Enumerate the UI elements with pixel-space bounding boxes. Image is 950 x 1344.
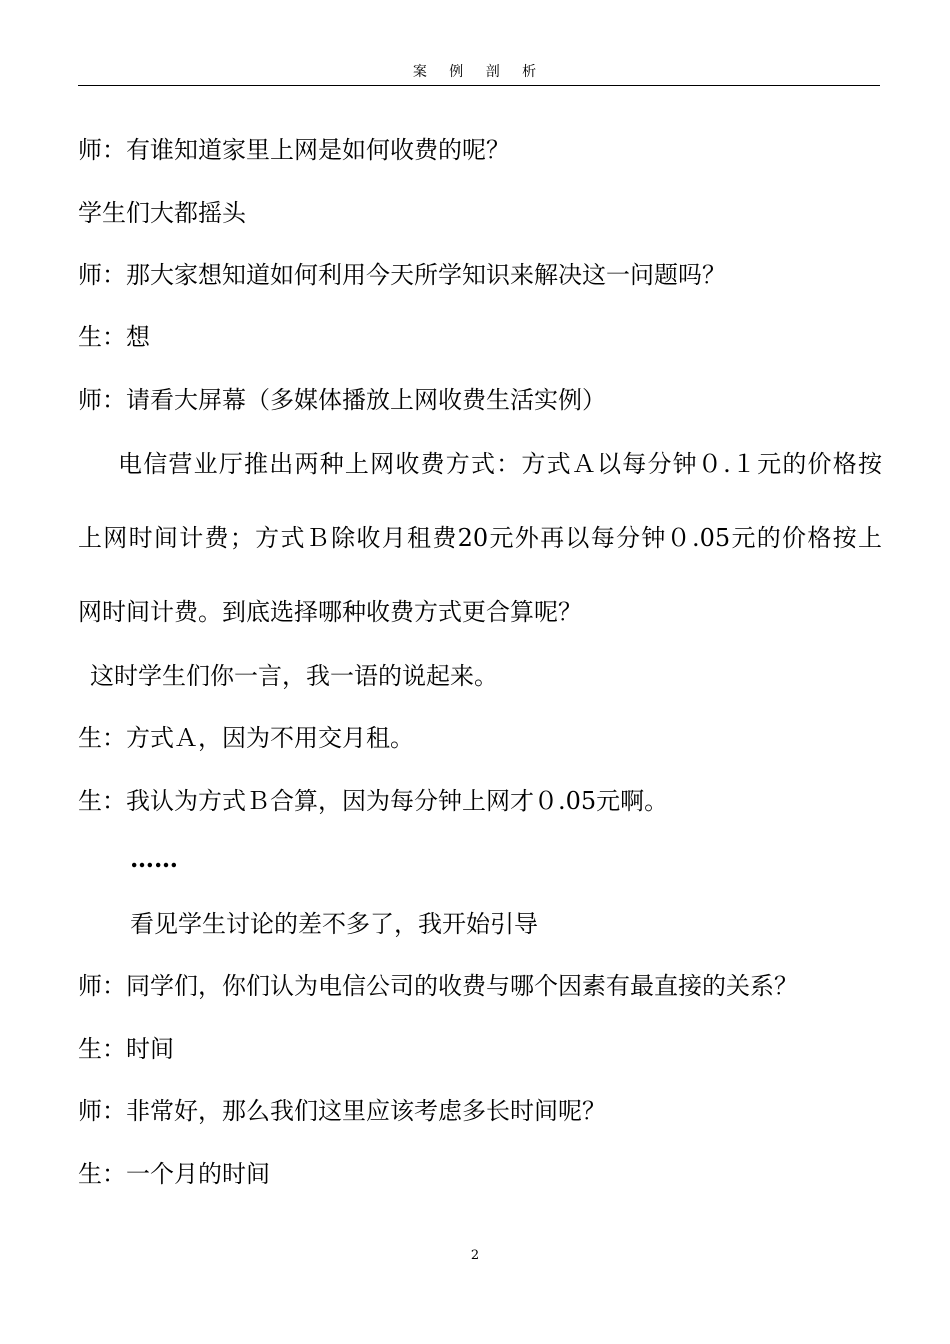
paragraph-line: 上网时间计费；方式Ｂ除收月租费20元外再以每分钟０.05元的价格按上: [78, 524, 882, 552]
dialogue-line: 学生们大都摇头: [78, 199, 246, 227]
dialogue-line: 生：一个月的时间: [78, 1160, 270, 1188]
dialogue-line: 师：请看大屏幕（多媒体播放上网收费生活实例）: [78, 386, 606, 414]
dialogue-line: 生：想: [78, 323, 150, 351]
dialogue-line: 师：有谁知道家里上网是如何收费的呢？: [78, 136, 510, 164]
dialogue-line: 师：那大家想知道如何利用今天所学知识来解决这一问题吗？: [78, 261, 726, 289]
narration-line: 看见学生讨论的差不多了，我开始引导: [130, 910, 538, 938]
dialogue-line: 生：方式Ａ，因为不用交月租。: [78, 724, 414, 752]
dialogue-line: 生：时间: [78, 1035, 174, 1063]
page-number: 2: [470, 1248, 480, 1263]
page-header: 案 例 剖 析: [412, 64, 546, 80]
dialogue-line: 师：非常好，那么我们这里应该考虑多长时间呢？: [78, 1097, 606, 1125]
paragraph-line: 网时间计费。到底选择哪种收费方式更合算呢？: [78, 598, 582, 626]
header-rule: [78, 85, 880, 86]
dialogue-line: 师：同学们，你们认为电信公司的收费与哪个因素有最直接的关系？: [78, 972, 798, 1000]
paragraph-line: 电信营业厅推出两种上网收费方式：方式Ａ以每分钟０.１元的价格按: [118, 450, 882, 478]
dialogue-line: 生：我认为方式Ｂ合算，因为每分钟上网才０.05元啊。: [78, 787, 669, 815]
ellipsis-line: ……: [130, 844, 178, 873]
narration-line: 这时学生们你一言，我一语的说起来。: [90, 662, 498, 690]
